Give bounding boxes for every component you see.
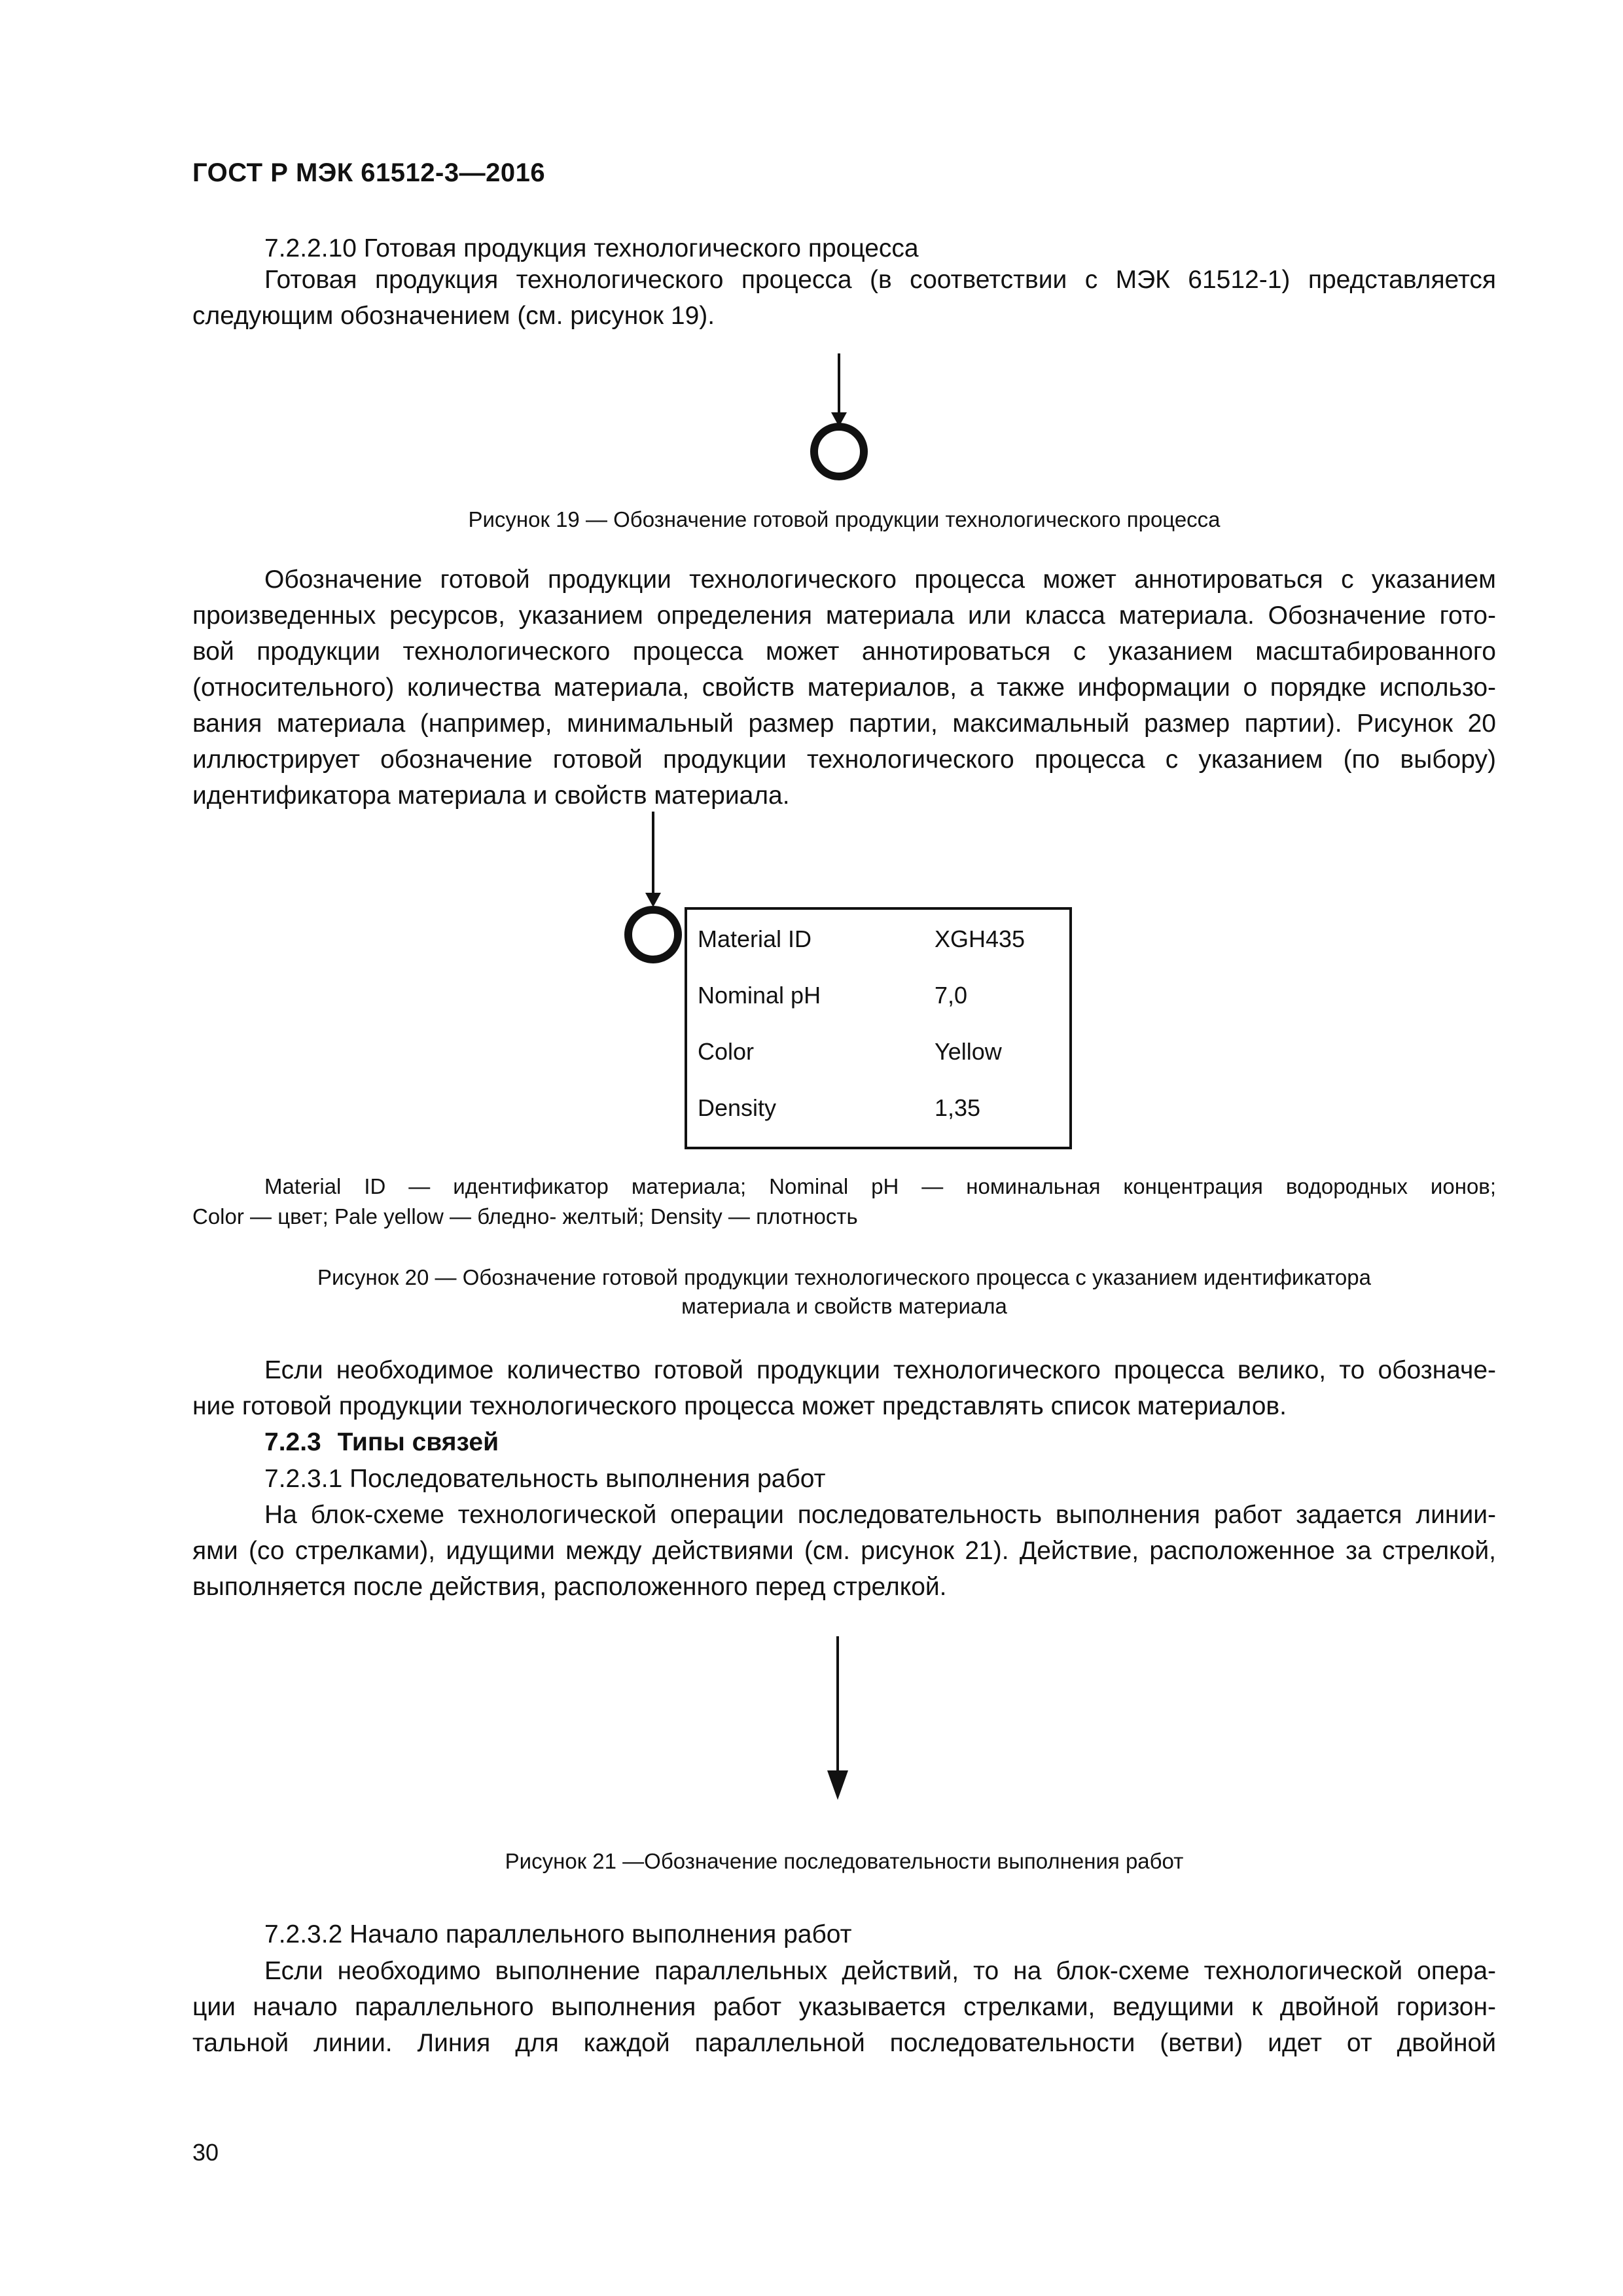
figure20-product-symbol	[622, 812, 694, 982]
paragraph-line: На блок-схеме технологической операции последовательность выполнения работ задается линии-	[264, 1501, 1496, 1529]
material-properties-table	[685, 907, 1072, 1149]
product-circle	[628, 910, 678, 960]
section-number: 7.2.3	[264, 1428, 321, 1456]
figure20-caption	[192, 1263, 1496, 1321]
property-key: Density	[698, 1094, 777, 1121]
arrowhead	[645, 893, 661, 907]
paragraph-line: ями (со стрелками), идущими между действиями (см. рисунок 21). Действие, расположенное за стрелкой,	[192, 1537, 1496, 1565]
caption-line: Рисунок 20 — Обозначение готовой продукции технологического процесса с указанием идентификатора	[317, 1265, 1371, 1289]
paragraph-line: Если необходимо выполнение параллельных действий, то на блок-схеме технологической опера-	[264, 1957, 1496, 1985]
table-row	[687, 982, 1069, 1008]
paragraph-line: ции начало параллельного выполнения работ указывается стрелками, ведущими к двойной горизон-	[192, 1993, 1496, 2021]
paragraph-line: вой продукции технологического процесса может аннотироваться с указанием масштабированного	[192, 637, 1496, 666]
page-number: 30	[192, 2139, 219, 2166]
paragraph-line: Готовая продукция технологического процесса (в соответствии с МЭК 61512-1) представляется	[264, 266, 1496, 294]
paragraph-line: произведенных ресурсов, указанием определения материала или класса материала. Обозначение гото-	[192, 601, 1496, 630]
paragraph-line: следующим обозначением (см. рисунок 19).	[192, 302, 715, 330]
table-row	[687, 925, 1069, 952]
section-title: Типы связей	[337, 1428, 499, 1456]
paragraph-line: вания материала (например, минимальный размер партии, максимальный размер партии). Рисунок 20	[192, 709, 1496, 738]
property-value: XGH435	[935, 925, 1026, 952]
figure20-legend-note	[192, 1172, 1496, 1232]
section-heading-7-2-3-1: 7.2.3.1 Последовательность выполнения работ	[264, 1465, 826, 1493]
property-key: Color	[698, 1038, 755, 1065]
paragraph-annotation	[192, 562, 1496, 814]
paragraph-material-list	[192, 1352, 1496, 1424]
document-header: ГОСТ Р МЭК 61512-3—2016	[192, 158, 546, 187]
property-key: Material ID	[698, 925, 812, 952]
product-circle	[814, 427, 864, 476]
figure21-caption: Рисунок 21 —Обозначение последовательности выполнения работ	[505, 1849, 1184, 1873]
paragraph-line: выполняется после действия, расположенного перед стрелкой.	[192, 1573, 947, 1601]
figure19-caption: Рисунок 19 — Обозначение готовой продукции технологического процесса	[468, 507, 1221, 531]
note-line: Material ID — идентификатор материала; Nominal pH — номинальная концентрация водородных ионов;	[264, 1174, 1496, 1198]
paragraph-parallel	[192, 1953, 1496, 2061]
arrowhead	[827, 1770, 848, 1800]
paragraph-line: Если необходимое количество готовой продукции технологического процесса велико, то обозначе-	[264, 1356, 1496, 1384]
paragraph-7-2-2-10	[192, 262, 1496, 334]
paragraph-line: тальной линии. Линия для каждой параллельной последовательности (ветви) идет от двойной	[192, 2029, 1496, 2057]
property-key: Nominal pH	[698, 982, 821, 1009]
table-row	[687, 1094, 1069, 1121]
section-heading-7-2-3-2: 7.2.3.2 Начало параллельного выполнения работ	[264, 1920, 852, 1948]
figure21-sequence-arrow	[812, 1636, 864, 1813]
paragraph-line: идентификатора материала и свойств материала.	[192, 781, 790, 810]
paragraph-sequence	[192, 1497, 1496, 1605]
property-value: 7,0	[935, 982, 968, 1009]
paragraph-line: иллюстрирует обозначение готовой продукции технологического процесса с указанием (по выбору)	[192, 745, 1496, 774]
property-value: Yellow	[935, 1038, 1002, 1065]
caption-line: материала и свойств материала	[681, 1294, 1007, 1318]
paragraph-line: ние готовой продукции технологического процесса может представлять список материалов.	[192, 1392, 1287, 1420]
paragraph-line: (относительного) количества материала, свойств материалов, а также информации о порядке использо-	[192, 673, 1496, 702]
property-value: 1,35	[935, 1094, 981, 1121]
figure19-product-symbol	[805, 353, 883, 484]
table-row	[687, 1038, 1069, 1064]
section-heading-7-2-3	[264, 1424, 499, 1460]
section-heading-7-2-2-10: 7.2.2.10 Готовая продукция технологического процесса	[264, 234, 919, 262]
note-line: Color — цвет; Pale yellow — бледно- желтый; Density — плотность	[192, 1204, 858, 1229]
paragraph-line: Обозначение готовой продукции технологического процесса может аннотироваться с указанием	[264, 565, 1496, 594]
